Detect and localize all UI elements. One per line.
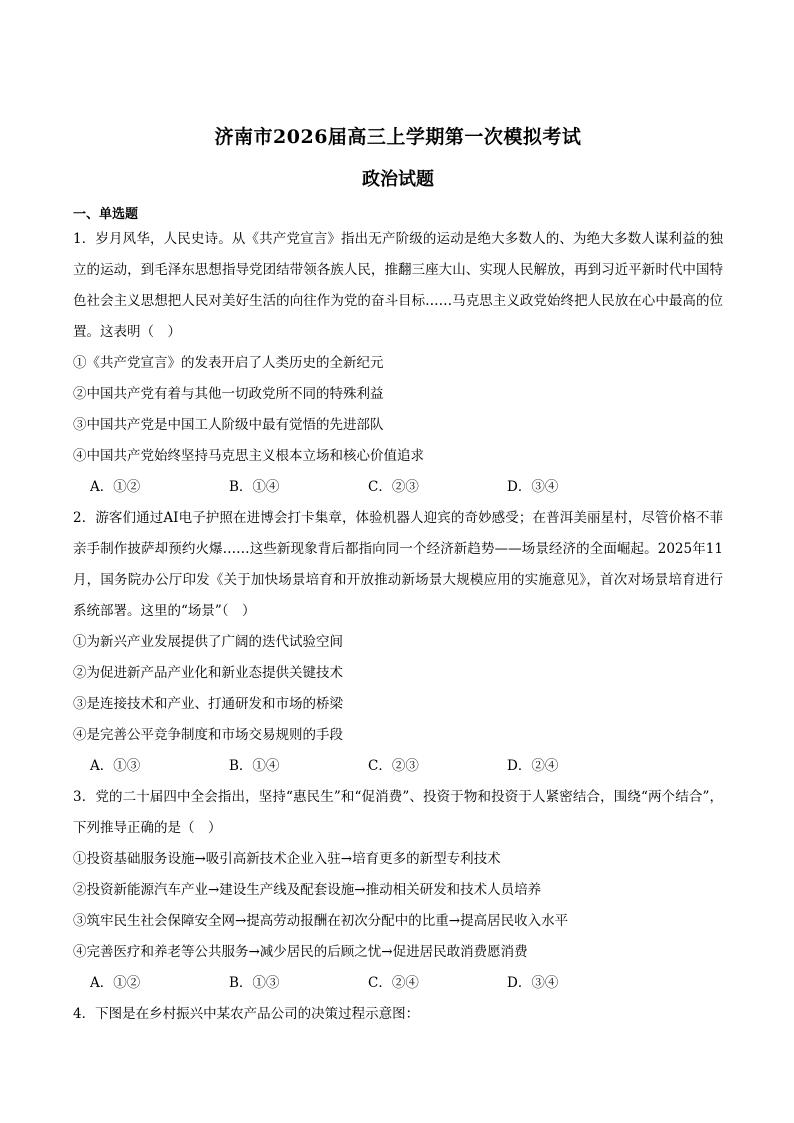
exam-subject: 政治试题	[362, 169, 434, 190]
exam-title: 济南市2026届高三上学期第一次模拟考试	[214, 126, 582, 148]
question-3	[73, 782, 723, 999]
question-2	[73, 503, 723, 782]
section-heading: 一、单选题	[73, 207, 139, 222]
statement-option: ③是连接技术和产业、打通研发和市场的桥梁	[73, 696, 343, 712]
answer-choices	[73, 751, 723, 782]
statement-option: ①投资基础服务设施→吸引高新技术企业入驻→培育更多的新型专利技术	[73, 851, 501, 867]
choice-a: A．①③	[90, 758, 141, 774]
choice-b: B．①④	[229, 758, 280, 774]
choice-b: B．①③	[229, 975, 280, 991]
choice-d: D．③④	[507, 479, 559, 495]
statement-option: ①《共产党宣言》的发表开启了人类历史的全新纪元	[73, 355, 384, 371]
answer-choices	[73, 472, 723, 503]
statement-option: ④完善医疗和养老等公共服务→减少居民的后顾之忧→促进居民敢消费愿消费	[73, 944, 528, 960]
choice-c: C．②③	[368, 479, 419, 495]
choice-c: C．②③	[368, 758, 419, 774]
answer-choices	[73, 968, 723, 999]
statement-option: ②中国共产党有着与其他一切政党所不同的特殊利益	[73, 386, 384, 402]
choice-a: A．①②	[90, 479, 141, 495]
choice-d: D．②④	[507, 758, 559, 774]
statement-option: ③中国共产党是中国工人阶级中最有觉悟的先进部队	[73, 417, 384, 433]
question-1	[73, 224, 723, 503]
choice-b: B．①④	[229, 479, 280, 495]
question-4	[73, 999, 723, 1030]
exam-page	[73, 122, 723, 1030]
choice-a: A．①②	[90, 975, 141, 991]
statement-option: ④是完善公平竞争制度和市场交易规则的手段	[73, 727, 343, 743]
statement-option: ③筑牢民生社会保障安全网→提高劳动报酬在初次分配中的比重→提高居民收入水平	[73, 913, 569, 929]
question-stem: 2．游客们通过AI电子护照在进博会打卡集章，体验机器人迎宾的奇妙感受；在普洱美丽星村，尽管价格不菲亲手制作披萨却预约火爆……这些新现象背后都指向同一个经济新趋势——场景经济的全面崛起。2025年11月，国务院办公厅印发《关于加快场景培育和开放推动新场景大规模应用的实施意见》，首次对场景培育进行系统部署。这里的“场景”（ ）	[73, 510, 723, 619]
statement-option: ②为促进新产品产业化和新业态提供关键技术	[73, 665, 343, 681]
statement-option: ②投资新能源汽车产业→建设生产线及配套设施→推动相关研发和技术人员培养	[73, 882, 542, 898]
question-stem: 1．岁月风华，人民史诗。从《共产党宣言》指出无产阶级的运动是绝大多数人的、为绝大多数人谋利益的独立的运动，到毛泽东思想指导党团结带领各族人民，推翻三座大山、实现人民解放，再到习近平新时代中国特色社会主义思想把人民对美好生活的向往作为党的奋斗目标……马克思主义政党始终把人民放在心中最高的位置。这表明（ ）	[73, 231, 723, 340]
question-stem: 4．下图是在乡村振兴中某农产品公司的决策过程示意图：	[73, 1006, 420, 1022]
statement-option: ④中国共产党始终坚持马克思主义根本立场和核心价值追求	[73, 448, 424, 464]
choice-c: C．②④	[368, 975, 419, 991]
question-stem: 3．党的二十届四中全会指出，坚持“惠民生”和“促消费”、投资于物和投资于人紧密结合，围绕“两个结合”，下列推导正确的是（ ）	[73, 789, 723, 836]
choice-d: D．③④	[507, 975, 559, 991]
statement-option: ①为新兴产业发展提供了广阔的迭代试验空间	[73, 634, 343, 650]
